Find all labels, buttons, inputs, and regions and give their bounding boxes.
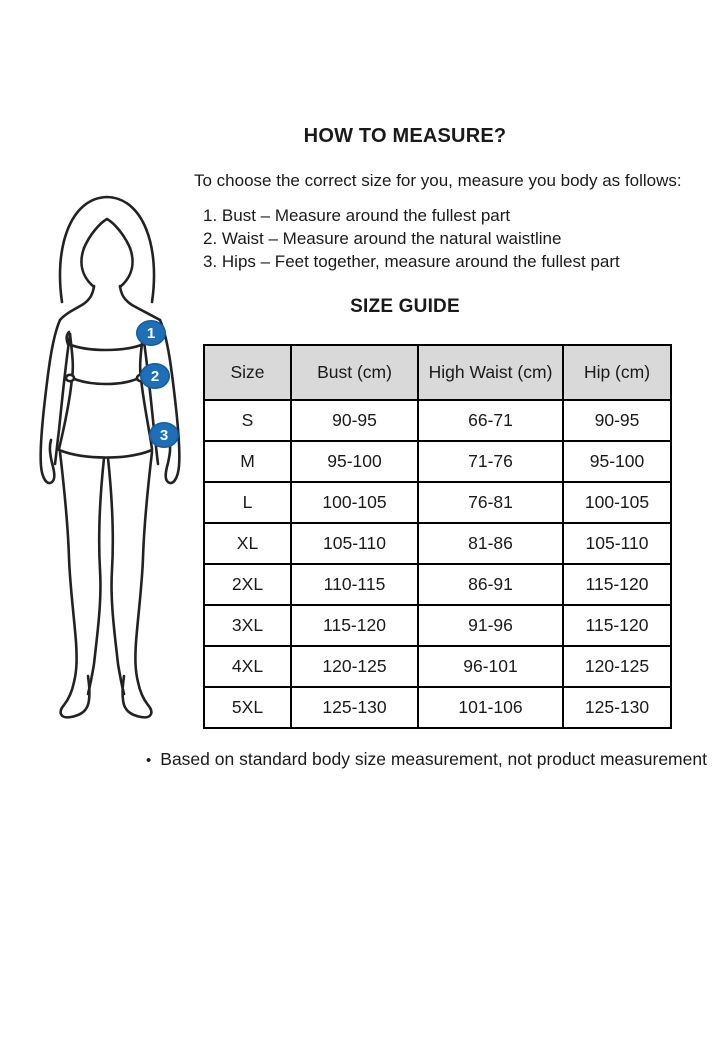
- instruction-item-hips: 3. Hips – Feet together, measure around the fullest part: [203, 252, 620, 271]
- measurement-cell: 125-130: [291, 687, 418, 728]
- measurement-cell: 90-95: [291, 400, 418, 441]
- column-header-high-waist: High Waist (cm): [418, 345, 563, 400]
- column-header-size: Size: [204, 345, 291, 400]
- measurement-cell: 115-120: [563, 564, 671, 605]
- column-header-hip: Hip (cm): [563, 345, 671, 400]
- intro-text: To choose the correct size for you, measure you body as follows:: [194, 171, 682, 190]
- measurement-cell: 90-95: [563, 400, 671, 441]
- measurement-cell: 115-120: [291, 605, 418, 646]
- measurement-cell: 101-106: [418, 687, 563, 728]
- measurement-cell: 96-101: [418, 646, 563, 687]
- size-cell: 3XL: [204, 605, 291, 646]
- measurement-cell: 76-81: [418, 482, 563, 523]
- table-row: [204, 523, 671, 564]
- footnote: [146, 749, 707, 770]
- measurement-cell: 120-125: [563, 646, 671, 687]
- measurement-cell: 100-105: [291, 482, 418, 523]
- instruction-item-waist: 2. Waist – Measure around the natural waistline: [203, 229, 562, 248]
- measurement-cell: 120-125: [291, 646, 418, 687]
- body-outline-figure: [26, 186, 208, 734]
- measurement-cell: 115-120: [563, 605, 671, 646]
- column-header-bust: Bust (cm): [291, 345, 418, 400]
- bust-marker-badge: 1: [136, 320, 166, 346]
- measurement-cell: 110-115: [291, 564, 418, 605]
- table-row: [204, 441, 671, 482]
- measurement-cell: 66-71: [418, 400, 563, 441]
- measurement-cell: 91-96: [418, 605, 563, 646]
- hips-marker-badge: 3: [149, 422, 179, 448]
- measurement-cell: 100-105: [563, 482, 671, 523]
- page-title: HOW TO MEASURE?: [303, 125, 507, 147]
- table-row: [204, 482, 671, 523]
- size-cell: M: [204, 441, 291, 482]
- waist-marker-badge: 2: [140, 363, 170, 389]
- size-cell: 4XL: [204, 646, 291, 687]
- size-guide-table: [203, 344, 672, 729]
- instruction-item-bust: 1. Bust – Measure around the fullest part: [203, 206, 511, 225]
- table-row: [204, 605, 671, 646]
- measure-instructions-list: [203, 204, 620, 273]
- size-cell: L: [204, 482, 291, 523]
- measurement-cell: 81-86: [418, 523, 563, 564]
- size-cell: S: [204, 400, 291, 441]
- size-cell: 5XL: [204, 687, 291, 728]
- table-row: [204, 646, 671, 687]
- table-header-row: [204, 345, 671, 400]
- measurement-cell: 105-110: [563, 523, 671, 564]
- footnote-text: Based on standard body size measurement, not product measurement: [160, 749, 707, 769]
- bullet-icon: •: [146, 752, 152, 769]
- measurement-cell: 86-91: [418, 564, 563, 605]
- table-row: [204, 400, 671, 441]
- size-guide-heading: SIZE GUIDE: [350, 296, 460, 317]
- measurement-cell: 125-130: [563, 687, 671, 728]
- size-cell: 2XL: [204, 564, 291, 605]
- measurement-cell: 105-110: [291, 523, 418, 564]
- measurement-cell: 95-100: [291, 441, 418, 482]
- size-cell: XL: [204, 523, 291, 564]
- table-row: [204, 687, 671, 728]
- size-table-body: [204, 400, 671, 728]
- measurement-cell: 71-76: [418, 441, 563, 482]
- measurement-cell: 95-100: [563, 441, 671, 482]
- table-row: [204, 564, 671, 605]
